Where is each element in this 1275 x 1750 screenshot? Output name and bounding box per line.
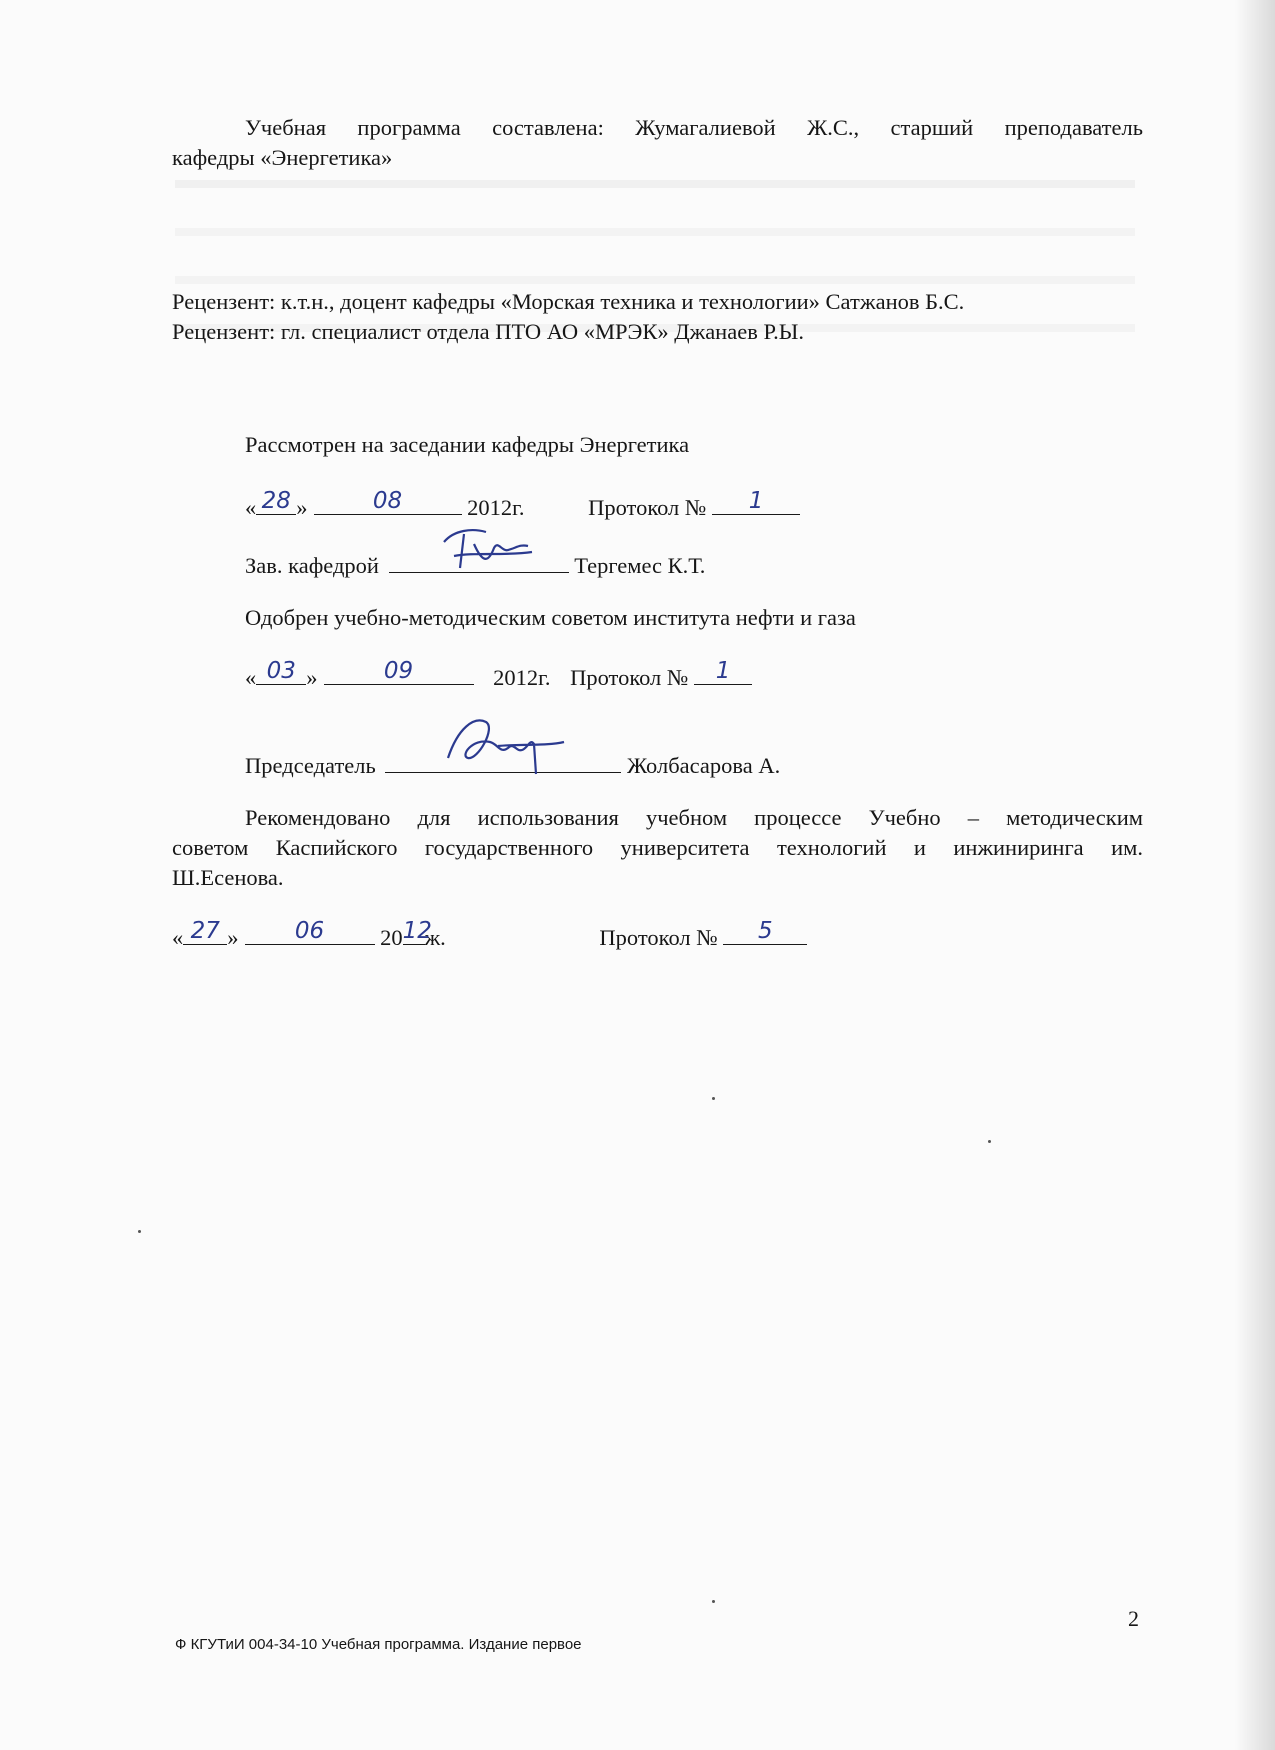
council-title: Одобрен учебно-методическим советом института нефти и газа [245, 605, 856, 630]
head-label: Зав. кафедрой [245, 553, 379, 578]
date-quote-close: » [296, 495, 308, 520]
year-field [402, 918, 432, 945]
protocol-label: Протокол № [570, 665, 689, 690]
day-field [256, 660, 306, 685]
chair-signature-line [385, 748, 621, 773]
month-field [314, 490, 462, 515]
protocol-handwritten: 1 [748, 488, 764, 514]
scan-speck [712, 1097, 715, 1100]
scan-speck [988, 1140, 991, 1143]
chair-label: Председатель [245, 753, 376, 778]
recommended-line-3: Ш.Есенова. [172, 865, 284, 890]
date-quote-open: « [172, 925, 184, 950]
chair-name: Жолбасарова А. [627, 753, 781, 778]
scan-speck [138, 1230, 141, 1233]
signature-icon [438, 708, 568, 778]
author-line-1: Учебная программа составлена: Жумагалиевой Ж.С., старший преподаватель [245, 115, 1143, 140]
head-name: Тергемес К.Т. [574, 553, 706, 578]
date-quote-close: » [306, 665, 318, 690]
protocol-label: Протокол № [599, 925, 718, 950]
year-handwritten: 12 [402, 918, 432, 944]
scan-speck [712, 1600, 715, 1603]
reviewer-2: Рецензент: гл. специалист отдела ПТО АО «МРЭК» Джанаев Р.Ы. [172, 319, 805, 344]
month-field [245, 920, 375, 945]
protocol-field [723, 920, 807, 945]
day-field [256, 490, 296, 515]
author-line-2: кафедры «Энергетика» [172, 145, 393, 170]
day-handwritten: 28 [261, 488, 291, 514]
signature-icon [424, 522, 534, 578]
recommended-line-1: Рекомендовано для использования учебном процессе Учебно – методическим [245, 805, 1143, 830]
month-handwritten: 06 [294, 918, 325, 944]
day-handwritten: 03 [266, 658, 296, 684]
year-text: 2012г. [467, 495, 525, 520]
protocol-handwritten: 1 [715, 658, 731, 684]
month-field [324, 660, 474, 685]
month-handwritten: 08 [372, 488, 403, 514]
footer-text: Ф КГУТиИ 004-34-10 Учебная программа. Издание первое [175, 1636, 582, 1653]
dept-meeting-date-row [245, 490, 800, 523]
reviewer-1: Рецензент: к.т.н., доцент кафедры «Морская техника и технологии» Сатжанов Б.С. [172, 289, 965, 314]
protocol-field [694, 660, 752, 685]
year-suffix: ж. [424, 925, 446, 950]
date-quote-open: « [245, 495, 257, 520]
page-number: 2 [1128, 1606, 1139, 1631]
head-signature-line [389, 548, 569, 573]
date-quote-open: « [245, 665, 257, 690]
chair-row [245, 748, 780, 781]
recommended-date-row [172, 920, 807, 953]
page-edge-shadow [1235, 0, 1275, 1750]
head-row [245, 548, 705, 581]
protocol-label: Протокол № [588, 495, 707, 520]
year-text: 2012г. [493, 665, 551, 690]
recommended-line-2: советом Каспийского государственного университета технологий и инжиниринга им. [172, 835, 1143, 860]
protocol-handwritten: 5 [758, 918, 773, 944]
month-handwritten: 09 [383, 658, 414, 684]
date-quote-close: » [227, 925, 239, 950]
dept-meeting-title: Рассмотрен на заседании кафедры Энергетика [245, 432, 690, 457]
protocol-field [712, 490, 800, 515]
day-field [183, 920, 227, 945]
council-date-row [245, 660, 752, 693]
day-handwritten: 27 [190, 918, 220, 944]
year-prefix: 20 [380, 925, 403, 950]
